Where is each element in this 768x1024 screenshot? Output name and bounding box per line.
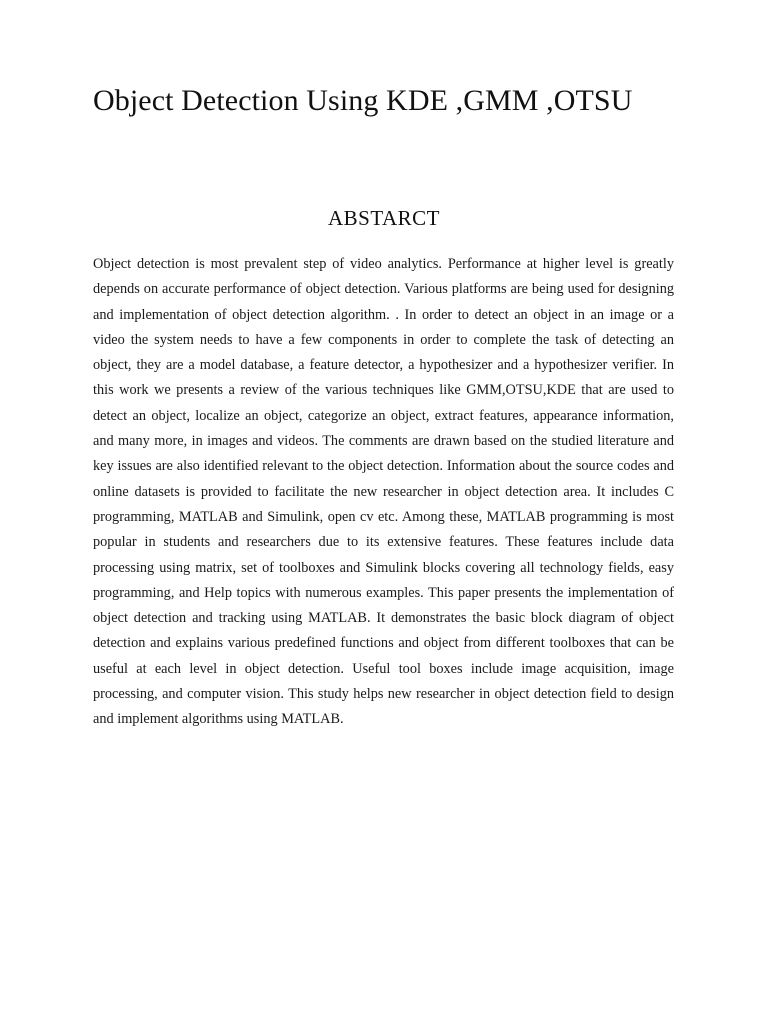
document-title: Object Detection Using KDE ,GMM ,OTSU [93, 84, 633, 117]
abstract-heading: ABSTARCT [327, 206, 440, 230]
abstract-paragraph: Object detection is most prevalent step of video analytics. Performance at higher level is greatly depends on accurate performance of object detection. Various platforms are being used for designing and implementation of object detection algorithm. . In order to detect an object in an image or a video the system needs to have a few components in order to complete the task of detecting an object, they are a model database, a feature detector, a hypothesizer and a hypothesizer verifier. In this work we presents a review of the various techniques like GMM,OTSU,KDE that are used to detect an object, localize an object, categorize an object, extract features, appearance information, and many more, in images and videos. The comments are drawn based on the studied literature and key issues are also identified relevant to the object detection. Information about the source codes and online datasets is provided to facilitate the new researcher in object detection area. It includes C programming, MATLAB and Simulink, open cv etc. Among these, MATLAB programming is most popular in students and researchers due to its extensive features. These features include data processing using matrix, set of toolboxes and Simulink blocks covering all technology fields, easy programming, and Help topics with numerous examples. This paper presents the implementation of object detection and tracking using MATLAB. It demonstrates the basic block diagram of object detection and explains various predefined functions and object from different toolboxes that can be useful at each level in object detection. Useful tool boxes include image acquisition, image processing, and computer vision. This study helps new researcher in object detection field to design and implement algorithms using MATLAB. [93, 256, 674, 728]
